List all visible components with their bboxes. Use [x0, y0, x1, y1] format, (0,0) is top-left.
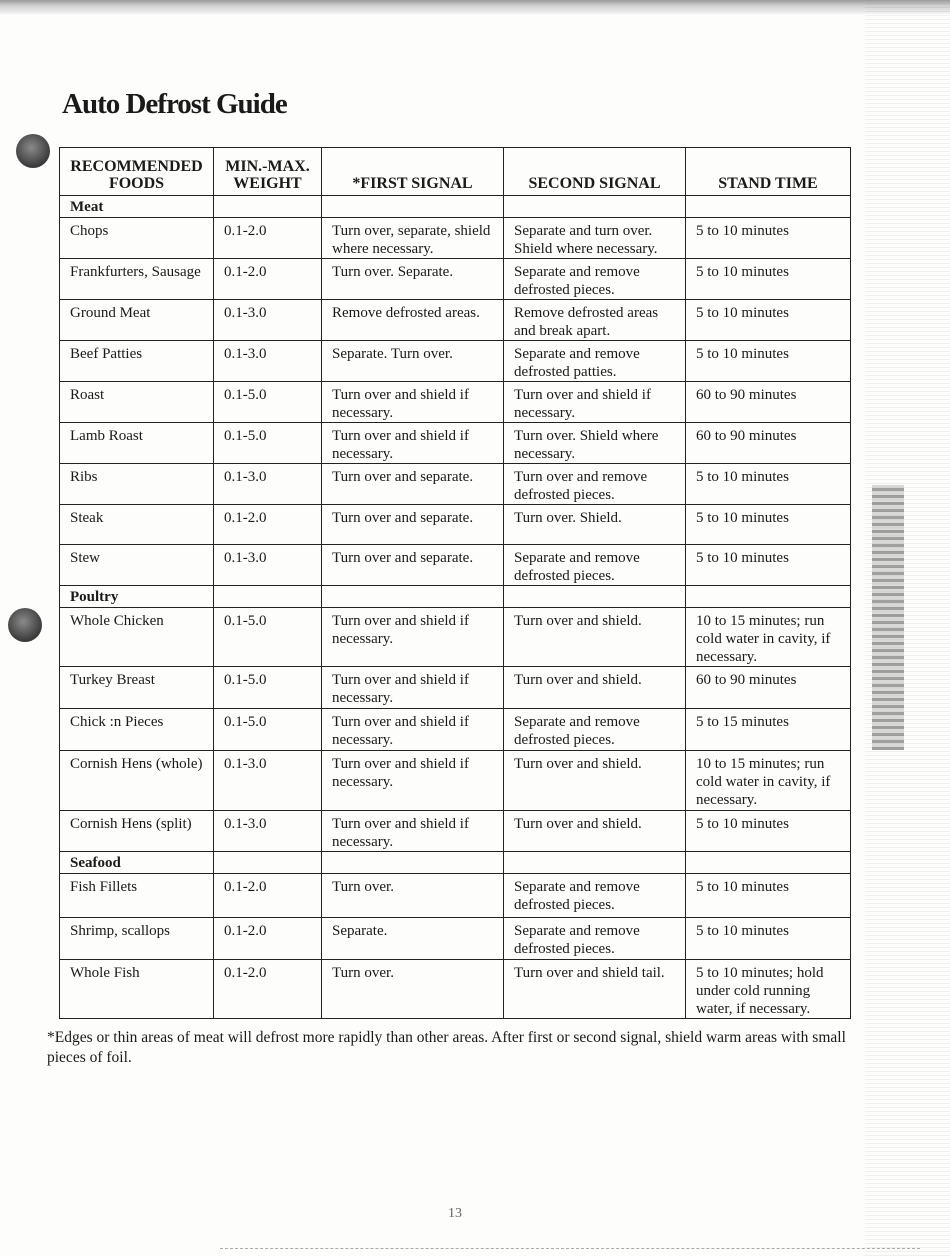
stand-time-cell: 60 to 90 minutes — [686, 382, 851, 423]
first-signal-cell: Remove defrosted areas. — [322, 300, 504, 341]
table-header-row — [60, 148, 851, 196]
first-signal-cell: Turn over and shield if necessary. — [322, 811, 504, 852]
weight-cell: 0.1-2.0 — [214, 960, 322, 1019]
stand-time-cell: 5 to 10 minutes — [686, 545, 851, 586]
table-row — [60, 259, 851, 300]
first-signal-cell: Turn over and separate. — [322, 464, 504, 505]
food-cell: Stew — [60, 545, 214, 586]
second-signal-cell: Turn over and shield tail. — [504, 960, 686, 1019]
second-signal-cell: Remove defrosted areas and break apart. — [504, 300, 686, 341]
bottom-rule — [220, 1248, 920, 1249]
food-cell: Whole Fish — [60, 960, 214, 1019]
empty-cell — [504, 196, 686, 218]
table-body — [60, 196, 851, 1019]
weight-cell: 0.1-3.0 — [214, 464, 322, 505]
empty-cell — [322, 852, 504, 874]
food-cell: Ground Meat — [60, 300, 214, 341]
page-title: Auto Defrost Guide — [62, 88, 287, 120]
table-row — [60, 545, 851, 586]
first-signal-cell: Separate. Turn over. — [322, 341, 504, 382]
empty-cell — [214, 586, 322, 608]
food-cell: Fish Fillets — [60, 874, 214, 918]
category-row — [60, 852, 851, 874]
table-row — [60, 608, 851, 667]
table-row — [60, 667, 851, 709]
food-cell: Shrimp, scallops — [60, 918, 214, 960]
stand-time-cell: 5 to 10 minutes — [686, 874, 851, 918]
page-number: 13 — [448, 1206, 462, 1221]
category-label: Poultry — [60, 586, 214, 608]
second-signal-cell: Separate and remove defrosted pieces. — [504, 545, 686, 586]
stand-time-cell: 60 to 90 minutes — [686, 667, 851, 709]
column-header-stand-time: STAND TIME — [686, 148, 851, 196]
weight-cell: 0.1-3.0 — [214, 545, 322, 586]
first-signal-cell: Turn over and shield if necessary. — [322, 667, 504, 709]
second-signal-cell: Separate and remove defrosted pieces. — [504, 918, 686, 960]
table-row — [60, 918, 851, 960]
punch-hole-icon — [16, 134, 50, 168]
table-row — [60, 464, 851, 505]
second-signal-cell: Separate and remove defrosted pieces. — [504, 259, 686, 300]
table-row — [60, 423, 851, 464]
second-signal-cell: Turn over and shield if necessary. — [504, 382, 686, 423]
empty-cell — [686, 586, 851, 608]
category-label: Meat — [60, 196, 214, 218]
weight-cell: 0.1-5.0 — [214, 608, 322, 667]
table-row — [60, 218, 851, 259]
food-cell: Ribs — [60, 464, 214, 505]
first-signal-cell: Turn over and separate. — [322, 545, 504, 586]
table-row — [60, 300, 851, 341]
category-label: Seafood — [60, 852, 214, 874]
punch-hole-icon — [8, 608, 42, 642]
stand-time-cell: 5 to 10 minutes — [686, 811, 851, 852]
food-cell: Turkey Breast — [60, 667, 214, 709]
table-row — [60, 874, 851, 918]
food-cell: Cornish Hens (whole) — [60, 751, 214, 811]
food-cell: Roast — [60, 382, 214, 423]
second-signal-cell: Turn over and remove defrosted pieces. — [504, 464, 686, 505]
table-row — [60, 811, 851, 852]
weight-cell: 0.1-2.0 — [214, 218, 322, 259]
weight-cell: 0.1-3.0 — [214, 811, 322, 852]
stand-time-cell: 5 to 10 minutes — [686, 505, 851, 545]
stand-time-cell: 10 to 15 minutes; run cold water in cavity, if necessary. — [686, 608, 851, 667]
table-row — [60, 341, 851, 382]
second-signal-cell: Turn over and shield. — [504, 667, 686, 709]
first-signal-cell: Separate. — [322, 918, 504, 960]
second-signal-cell: Turn over and shield. — [504, 811, 686, 852]
food-cell: Chops — [60, 218, 214, 259]
weight-cell: 0.1-3.0 — [214, 751, 322, 811]
first-signal-cell: Turn over. Separate. — [322, 259, 504, 300]
table-row — [60, 960, 851, 1019]
first-signal-cell: Turn over and shield if necessary. — [322, 423, 504, 464]
footnote: *Edges or thin areas of meat will defrost more rapidly than other areas. After first or second signal, shield warm areas with small pieces of foil. — [47, 1029, 846, 1066]
food-cell: Chick :n Pieces — [60, 709, 214, 751]
empty-cell — [686, 852, 851, 874]
table-row — [60, 505, 851, 545]
first-signal-cell: Turn over. — [322, 960, 504, 1019]
stand-time-cell: 5 to 10 minutes — [686, 464, 851, 505]
defrost-guide-table — [59, 147, 851, 1019]
weight-cell: 0.1-5.0 — [214, 382, 322, 423]
first-signal-cell: Turn over and shield if necessary. — [322, 608, 504, 667]
food-cell: Frankfurters, Sausage — [60, 259, 214, 300]
binder-shadow — [872, 485, 904, 750]
empty-cell — [504, 586, 686, 608]
category-row — [60, 586, 851, 608]
weight-cell: 0.1-2.0 — [214, 918, 322, 960]
first-signal-cell: Turn over and shield if necessary. — [322, 382, 504, 423]
food-cell: Lamb Roast — [60, 423, 214, 464]
weight-cell: 0.1-2.0 — [214, 874, 322, 918]
empty-cell — [214, 852, 322, 874]
empty-cell — [214, 196, 322, 218]
stand-time-cell: 5 to 10 minutes; hold under cold running water, if necessary. — [686, 960, 851, 1019]
stand-time-cell: 10 to 15 minutes; run cold water in cavity, if necessary. — [686, 751, 851, 811]
stand-time-cell: 60 to 90 minutes — [686, 423, 851, 464]
empty-cell — [322, 196, 504, 218]
first-signal-cell: Turn over, separate, shield where necessary. — [322, 218, 504, 259]
food-cell: Cornish Hens (split) — [60, 811, 214, 852]
weight-cell: 0.1-5.0 — [214, 423, 322, 464]
stand-time-cell: 5 to 10 minutes — [686, 341, 851, 382]
food-cell: Beef Patties — [60, 341, 214, 382]
second-signal-cell: Separate and turn over. Shield where necessary. — [504, 218, 686, 259]
weight-cell: 0.1-2.0 — [214, 259, 322, 300]
second-signal-cell: Turn over and shield. — [504, 608, 686, 667]
second-signal-cell: Turn over. Shield. — [504, 505, 686, 545]
stand-time-cell: 5 to 10 minutes — [686, 918, 851, 960]
stand-time-cell: 5 to 10 minutes — [686, 218, 851, 259]
food-cell: Steak — [60, 505, 214, 545]
table-row — [60, 709, 851, 751]
stand-time-cell: 5 to 15 minutes — [686, 709, 851, 751]
second-signal-cell: Separate and remove defrosted pieces. — [504, 709, 686, 751]
stand-time-cell: 5 to 10 minutes — [686, 300, 851, 341]
column-header-weight: MIN.-MAX. WEIGHT — [214, 148, 322, 196]
scan-edge-top — [0, 0, 950, 14]
second-signal-cell: Turn over. Shield where necessary. — [504, 423, 686, 464]
category-row — [60, 196, 851, 218]
stand-time-cell: 5 to 10 minutes — [686, 259, 851, 300]
first-signal-cell: Turn over. — [322, 874, 504, 918]
empty-cell — [504, 852, 686, 874]
column-header-foods: RECOMMENDED FOODS — [60, 148, 214, 196]
weight-cell: 0.1-5.0 — [214, 667, 322, 709]
weight-cell: 0.1-2.0 — [214, 505, 322, 545]
food-cell: Whole Chicken — [60, 608, 214, 667]
second-signal-cell: Separate and remove defrosted pieces. — [504, 874, 686, 918]
weight-cell: 0.1-3.0 — [214, 341, 322, 382]
column-header-second-signal: SECOND SIGNAL — [504, 148, 686, 196]
second-signal-cell: Turn over and shield. — [504, 751, 686, 811]
table-row — [60, 751, 851, 811]
column-header-first-signal: *FIRST SIGNAL — [322, 148, 504, 196]
second-signal-cell: Separate and remove defrosted patties. — [504, 341, 686, 382]
table-row — [60, 382, 851, 423]
first-signal-cell: Turn over and shield if necessary. — [322, 709, 504, 751]
empty-cell — [686, 196, 851, 218]
weight-cell: 0.1-3.0 — [214, 300, 322, 341]
first-signal-cell: Turn over and separate. — [322, 505, 504, 545]
first-signal-cell: Turn over and shield if necessary. — [322, 751, 504, 811]
empty-cell — [322, 586, 504, 608]
weight-cell: 0.1-5.0 — [214, 709, 322, 751]
